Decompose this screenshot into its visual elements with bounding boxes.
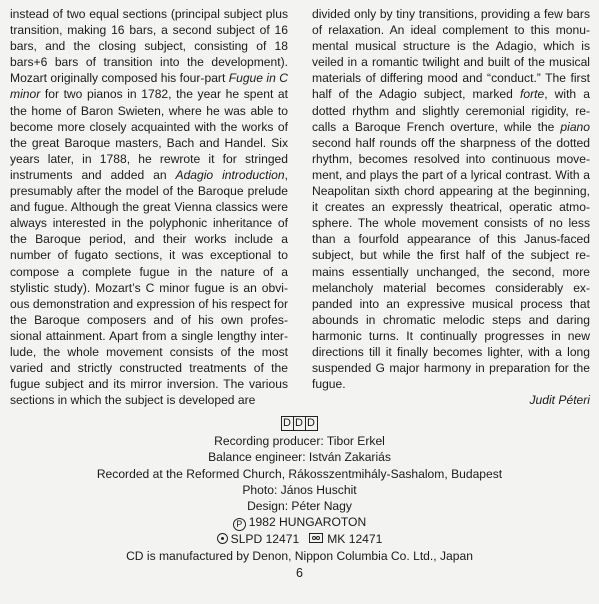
italic-text-segment: Fugue in C minor (10, 71, 288, 102)
cassette-icon (309, 533, 323, 543)
left-column (10, 6, 288, 408)
mc-catalog-number: MK 12471 (327, 532, 383, 547)
recording-location: Recorded at the Reformed Church, Rákosszentmihály-Sashalom, Budapest (96, 466, 503, 481)
text-segment: , presumably after the model of the Baroque prelude and fugue. Although the great Vienna classics were always interested in the polyphonic inheritance of the Baroque period, and their works include a number of fugato sections, it was exceptional to compose a complete fugue in the nature of a stylistic study). Mozart’s C minor fugue is an obvious demonstration and expression of his respect for the Baroque composers and of his own professional attainment. Apart from a single lengthy interlude, the whole movement consists of the most varied and strictly constructed treatments of the fugue subject and its mirror inversion. The various sections in which the subject is developed are (10, 167, 288, 408)
text-segment: for two pianos in 1782, the year he spent at the home of Baron Swieten, where he was able to become more closely acquainted with the works of the great Baroque masters, Bach and Handel. Six years later, in 1788, he rewrote it for stringed instruments and added an (10, 87, 288, 182)
design-credit: Design: Péter Nagy (247, 499, 352, 514)
ddd-code-badge (282, 416, 318, 431)
italic-text-segment: piano (560, 119, 590, 134)
italic-text-segment: Adagio introduction (175, 167, 285, 182)
copyright-line (0, 514, 599, 531)
right-column-text (312, 6, 590, 392)
right-column (312, 6, 590, 408)
disc-icon (217, 533, 228, 544)
italic-text-segment: forte (519, 87, 545, 102)
manufacturer-note: CD is manufactured by Denon, Nippon Columbia Co. Ltd., Japan (126, 548, 473, 563)
author-signature: Judit Péteri (529, 393, 590, 408)
lp-catalog-number: SLPD 12471 (230, 532, 300, 547)
text-columns (10, 6, 590, 408)
phonogram-icon: P (233, 518, 246, 531)
ddd-letter: D (281, 416, 294, 431)
credits-block (0, 414, 599, 564)
ddd-letter: D (293, 416, 306, 431)
catalog-numbers (0, 531, 599, 547)
text-segment: divided only by tiny transitions, providing a few bars of relaxation. An ideal complement to this monumental musical structure is the Adagio, which is veiled in a romantic twilight and built of the musical materials of differing mood and “conduct.” The first half of the Adagio subject, marked (312, 7, 590, 102)
text-segment: , with a dotted rhythm and slightly ceremonial rigidity, recalls a Baroque French overture, while the (312, 87, 590, 134)
balance-engineer: Balance engineer: István Zakariás (208, 450, 391, 465)
ddd-letter: D (305, 416, 318, 431)
photo-credit: Photo: János Huschit (242, 482, 357, 497)
text-segment: instead of two equal sections (principal subject plus transition, making 16 bars, a second subject of 16 bars, and the closing subject, consisting of 18 bars+6 bars of transition into the development). Mozart originally composed his four-part (10, 7, 288, 86)
page-number: 6 (296, 566, 303, 580)
copyright-text: 1982 HUNGAROTON (248, 515, 367, 530)
text-segment: second half rounds off the sharpness of the dotted rhythm, becomes resolved into continuous movement, and plays the part of a lyrical contrast. With a Neapolitan sixth chord appearing at the beginning, it creates an expressly theatrical, operatic atmosphere. The whole movement consists of no less than a fourfold appearance of this Janus-faced subject, but while the first half of the subject remains essentially unchanged, the second, more melancholy material becomes considerably expanded into an expressive musical process that abounds in chromatic melodic steps and daring harmonic turns. It continually progresses in new directions till it finally becomes lighter, with a long suspended G major harmony in preparation for the fugue. (312, 135, 590, 392)
left-column-text (10, 6, 288, 408)
recording-producer: Recording producer: Tibor Erkel (214, 434, 385, 448)
